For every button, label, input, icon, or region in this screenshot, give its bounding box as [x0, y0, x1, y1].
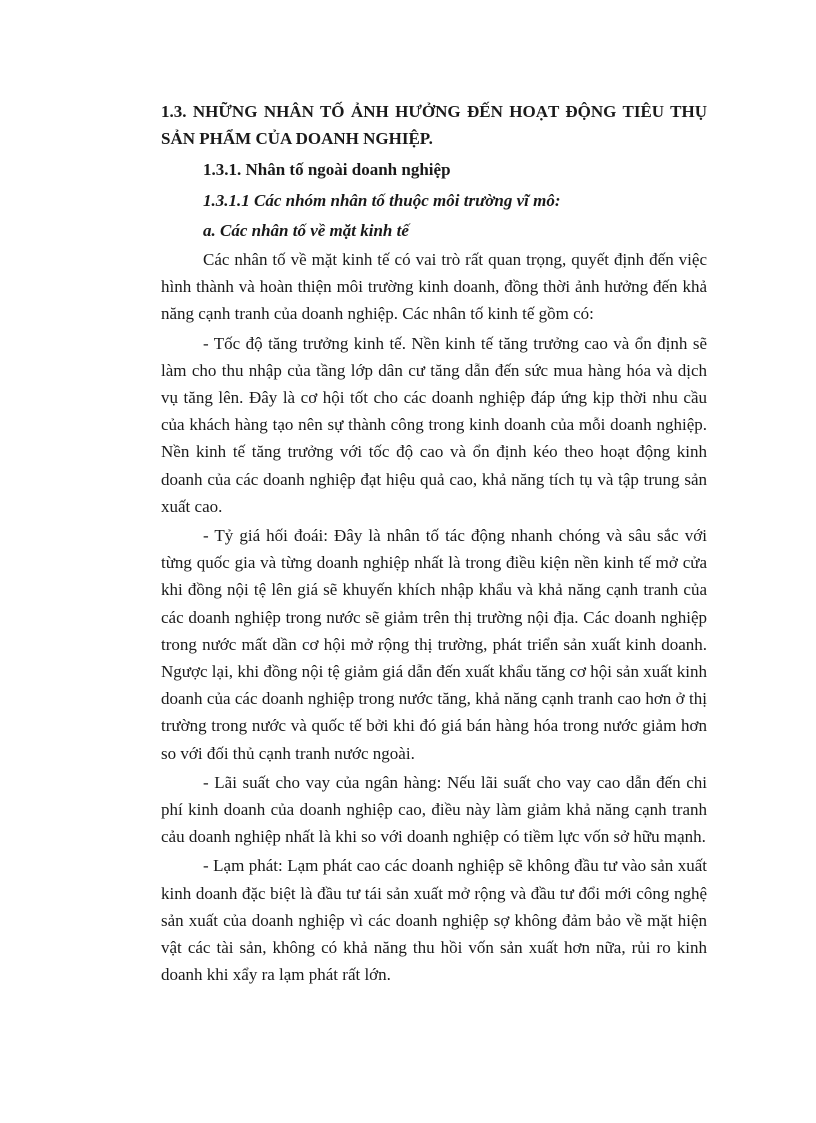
section-heading: 1.3.1. Nhân tố ngoài doanh nghiệp	[203, 160, 451, 180]
chapter-heading: 1.3. NHỮNG NHÂN TỐ ẢNH HƯỞNG ĐẾN HOẠT ĐỘNG TIÊU THỤ SẢN PHẨM CỦA DOANH NGHIỆP.	[161, 102, 707, 149]
paragraph-interest-rate: - Lãi suất cho vay của ngân hàng: Nếu lãi suất cho vay cao dẫn đến chi phí kinh doanh của doanh nghiệp cao, điều này làm giảm khả năng cạnh tranh cảu doanh nghiệp nhất là khi so với doanh nghiệp có tiềm lực vốn sở hữu mạnh.	[161, 772, 707, 847]
subsection-heading: 1.3.1.1 Các nhóm nhân tố thuộc môi trường vĩ mô:	[203, 190, 561, 210]
paragraph-inflation: - Lạm phát: Lạm phát cao các doanh nghiệp sẽ không đầu tư vào sản xuất kinh doanh đặc biệt là đầu tư tái sản xuất mở rộng và đầu tư đổi mới công nghệ sản xuất của doanh nghiệp vì các doanh nghiệp sợ không đảm bảo về mặt hiện vật các tài sản, không có khả năng thu hồi vốn sản xuất hơn nữa, rủi ro kinh doanh khi xẩy ra lạm phát rất lớn.	[161, 856, 707, 985]
page-content	[161, 98, 707, 989]
paragraph-intro: Các nhân tố về mặt kinh tế có vai trò rất quan trọng, quyết định đến việc hình thành và hoàn thiện môi trường kinh doanh, đồng thời ảnh hưởng đến khả năng cạnh tranh của doanh nghiệp. Các nhân tố kinh tế gồm có:	[161, 250, 707, 324]
paragraph-exchange-rate: - Tỷ giá hối đoái: Đây là nhân tố tác động nhanh chóng và sâu sắc với từng quốc gia và từng doanh nghiệp nhất là trong điều kiện nền kinh tế mở cửa khi đồng nội tệ lên giá sẽ khuyến khích nhập khẩu và khả năng cạnh tranh của các doanh nghiệp trong nước sẽ giảm trên thị trường nội địa. Các doanh nghiệp trong nước mất dần cơ hội mở rộng thị trường, phát triển sản xuất kinh doanh. Ngược lại, khi đồng nội tệ giảm giá dẫn đến xuất khẩu tăng cơ hội sản xuất kinh doanh của các doanh nghiệp trong nước tăng, khả năng cạnh tranh cao hơn ở thị trường trong nước và quốc tế bởi khi đó giá bán hàng hóa trong nước giảm hơn so với đối thủ cạnh tranh nước ngoài.	[161, 526, 707, 763]
paragraph-growth-rate: - Tốc độ tăng trưởng kinh tế. Nền kinh tế tăng trưởng cao và ổn định sẽ làm cho thu nhập của tầng lớp dân cư tăng dẫn đến sức mua hàng hóa và dịch vụ tăng lên. Đây là cơ hội tốt cho các doanh nghiệp đáp ứng kịp thời nhu cầu của khách hàng tạo nên sự thành công trong kinh doanh của mỗi doanh nghiệp. Nền kinh tế tăng trưởng với tốc độ cao và ổn định kéo theo hoạt động kinh doanh của các doanh nghiệp đạt hiệu quả cao, khả năng tích tụ và tập trung sản xuất cao.	[161, 333, 707, 516]
subsubsection-heading: a. Các nhân tố về mặt kinh tế	[203, 220, 409, 240]
